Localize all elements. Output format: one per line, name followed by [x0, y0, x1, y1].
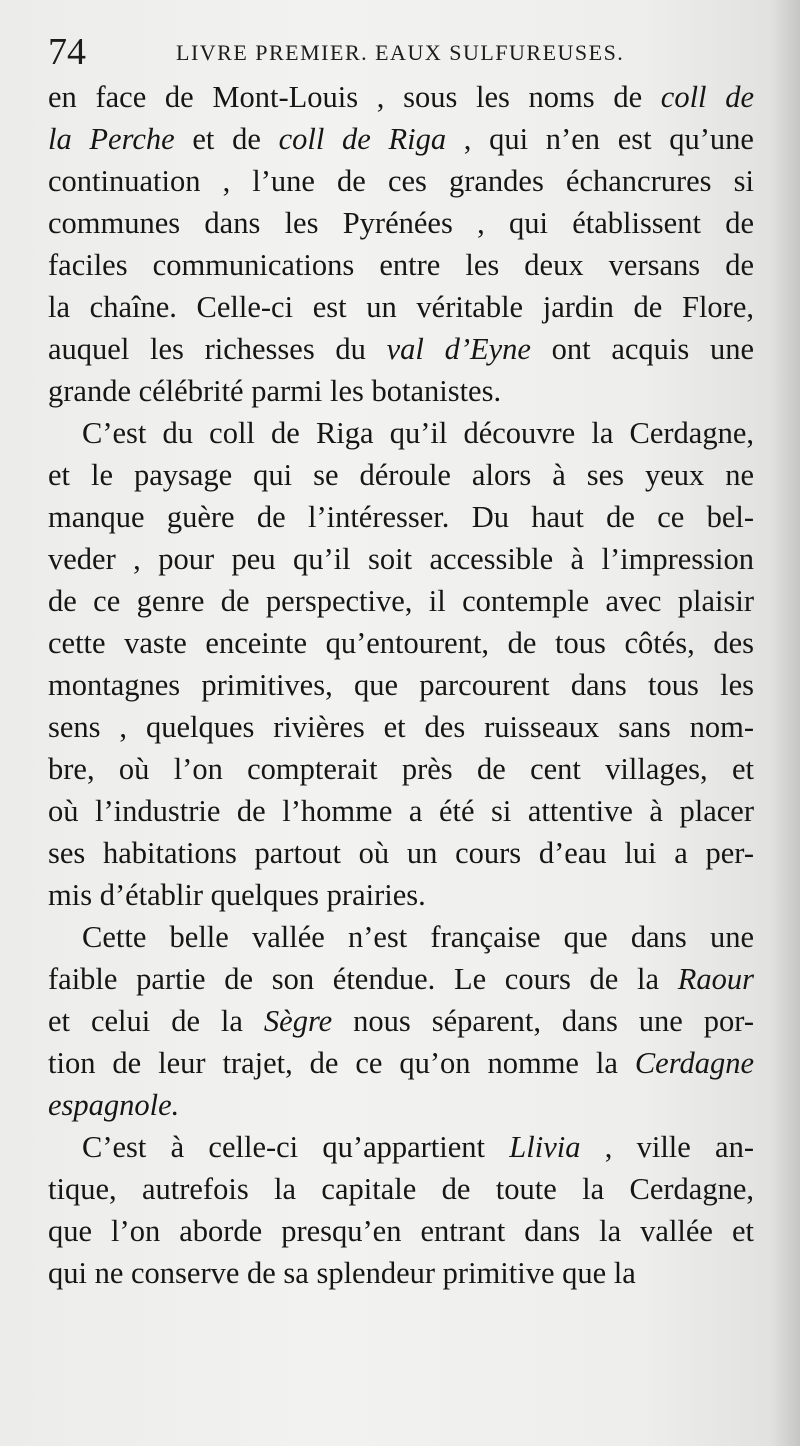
text-line [48, 76, 754, 118]
italic-text-run: espagnole. [48, 1088, 180, 1122]
text-line [48, 664, 754, 706]
text-run: qui ne conserve de sa splendeur primitive que la [48, 1256, 636, 1290]
italic-text-run: Cerdagne [634, 1046, 754, 1080]
text-run: et de [174, 122, 279, 156]
text-line [48, 286, 754, 328]
text-line [48, 1042, 754, 1084]
text-line [48, 832, 754, 874]
text-run: tique, autrefois la capitale de toute la Cerdagne, [48, 1172, 754, 1206]
page-number: 74 [48, 31, 86, 73]
text-run: ses habitations partout où un cours d’eau lui a per- [48, 836, 754, 870]
paragraph [48, 916, 754, 1126]
text-line [48, 916, 754, 958]
text-run: Cette belle vallée n’est française que dans une [82, 920, 754, 954]
text-line [48, 1000, 754, 1042]
running-head [48, 30, 754, 74]
italic-text-run: Sègre [263, 1004, 333, 1038]
text-run: tion de leur trajet, de ce qu’on nomme la [48, 1046, 635, 1080]
text-line [48, 958, 754, 1000]
text-run: faciles communications entre les deux versans de [48, 248, 754, 282]
paragraph [48, 1126, 754, 1294]
text-run: que l’on aborde presqu’en entrant dans la vallée et [48, 1214, 754, 1248]
text-line [48, 580, 754, 622]
text-line [48, 1084, 754, 1126]
text-line [48, 622, 754, 664]
italic-text-run: Llivia [509, 1130, 581, 1164]
italic-text-run: Raour [677, 962, 754, 996]
italic-text-run: coll de Riga [278, 122, 447, 156]
italic-text-run: coll de [660, 80, 754, 114]
text-line [48, 874, 754, 916]
paragraph [48, 76, 754, 412]
text-line [48, 538, 754, 580]
text-run: faible partie de son étendue. Le cours de la [48, 962, 678, 996]
text-run: manque guère de l’intéresser. Du haut de ce bel- [48, 500, 754, 534]
text-line [48, 1126, 754, 1168]
text-line [48, 328, 754, 370]
text-line [48, 1168, 754, 1210]
text-run: veder , pour peu qu’il soit accessible à l’impression [48, 542, 754, 576]
text-run: la chaîne. Celle-ci est un véritable jardin de Flore, [48, 290, 754, 324]
text-line [48, 454, 754, 496]
text-run: bre, où l’on compterait près de cent villages, et [48, 752, 754, 786]
text-run: et celui de la [48, 1004, 264, 1038]
text-run: où l’industrie de l’homme a été si attentive à placer [48, 794, 754, 828]
text-line [48, 370, 754, 412]
text-run: montagnes primitives, que parcourent dans tous les [48, 668, 754, 702]
text-line [48, 160, 754, 202]
italic-text-run: val d’Eyne [386, 332, 531, 366]
italic-text-run: la Perche [48, 122, 175, 156]
text-run: , ville an- [580, 1130, 755, 1164]
text-line [48, 706, 754, 748]
text-line [48, 118, 754, 160]
text-run: et le paysage qui se déroule alors à ses yeux ne [48, 458, 754, 492]
body-text [48, 76, 754, 1294]
text-run: C’est à celle-ci qu’appartient [82, 1130, 510, 1164]
text-run: communes dans les Pyrénées , qui établissent de [48, 206, 754, 240]
running-title: LIVRE PREMIER. EAUX SULFUREUSES. [176, 40, 625, 65]
text-line [48, 1252, 754, 1294]
text-run: auquel les richesses du [48, 332, 387, 366]
text-run: continuation , l’une de ces grandes échancrures si [48, 164, 754, 198]
text-run: en face de Mont-Louis , sous les noms de [48, 80, 661, 114]
text-run: grande célébrité parmi les botanistes. [48, 374, 502, 408]
text-line [48, 412, 754, 454]
text-run: mis d’établir quelques prairies. [48, 878, 426, 912]
text-run: sens , quelques rivières et des ruisseaux sans nom- [48, 710, 754, 744]
page-edge-shadow [772, 0, 800, 1446]
text-line [48, 202, 754, 244]
text-run: C’est du coll de Riga qu’il découvre la Cerdagne, [82, 416, 754, 450]
text-line [48, 790, 754, 832]
text-line [48, 748, 754, 790]
text-run: cette vaste enceinte qu’entourent, de tous côtés, des [48, 626, 754, 660]
text-run: ont acquis une [530, 332, 755, 366]
paragraph [48, 412, 754, 916]
text-run: , qui n’en est qu’une [446, 122, 754, 156]
text-run: nous séparent, dans une por- [332, 1004, 754, 1038]
text-line [48, 1210, 754, 1252]
text-line [48, 244, 754, 286]
text-run: de ce genre de perspective, il contemple avec plaisir [48, 584, 754, 618]
text-line [48, 496, 754, 538]
